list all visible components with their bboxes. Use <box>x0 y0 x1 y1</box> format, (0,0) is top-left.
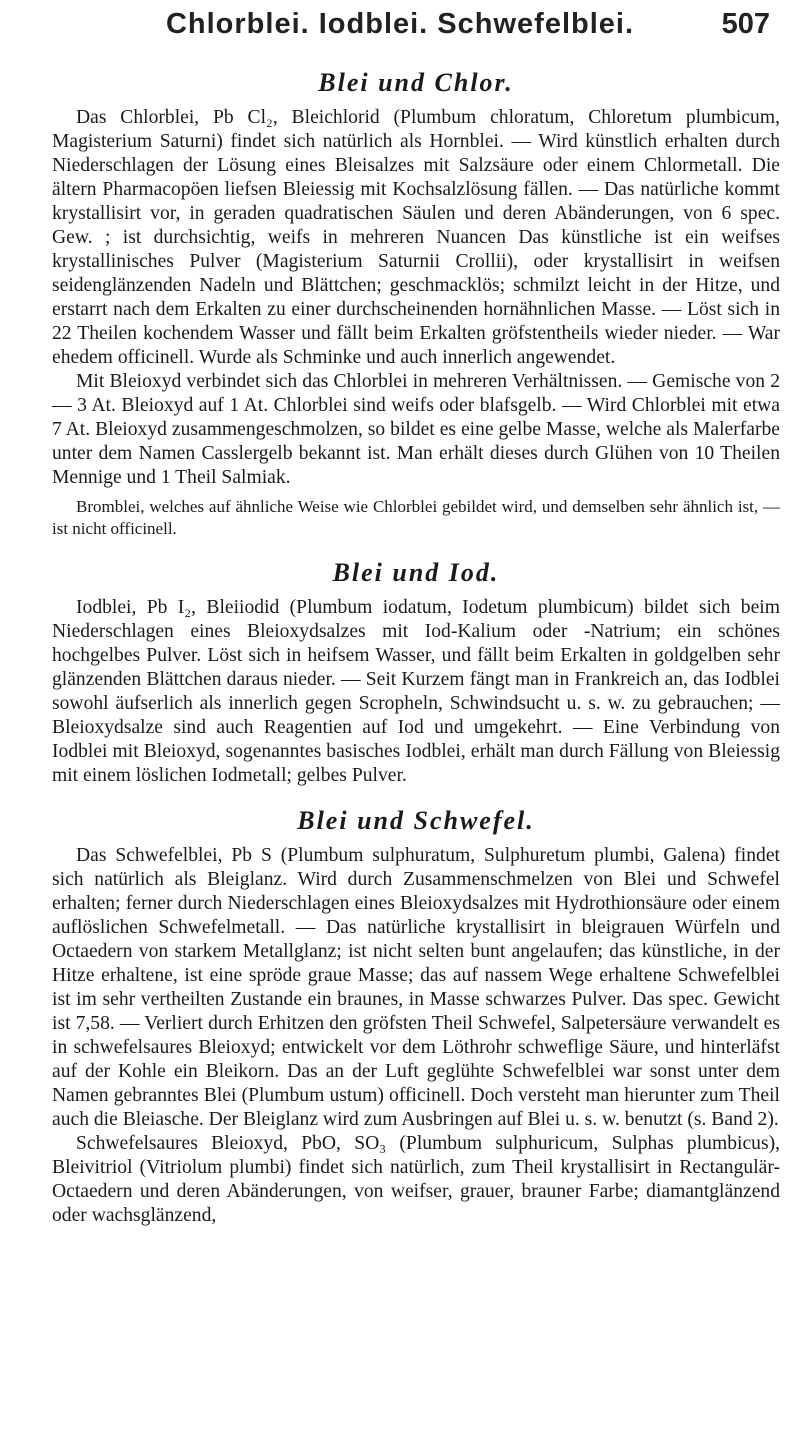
paragraph-bromblei: Bromblei, welches auf ähnliche Weise wie Chlorblei gebildet wird, und demselben sehr ähnlich ist, — ist nicht officinell. <box>52 497 780 538</box>
paragraph-iodblei: Iodblei, Pb I₂, Bleiiodid (Plumbum iodatum, Iodetum plumbicum) bildet sich beim Niederschlagen eines Bleioxydsalzes mit Iod-Kalium oder -Natrium; ein schönes hochgelbes Pulver. Löst sich in heifsem Wasser, und fällt beim Erkalten in goldgelben sehr glänzenden Blättchen daraus nieder. — Seit Kurzem fängt man in Frankreich an, das Iodblei sowohl äufserlich als innerlich gegen Scropheln, Schwindsucht u. s. w. zu gebrauchen; — Bleioxydsalze sind auch Reagentien auf Iod und umgekehrt. — Eine Verbindung von Iodblei mit Bleioxyd, sogenanntes basisches Iodblei, erhält man durch Fällung von Bleiessig mit einem löslichen Iodmetall; gelbes Pulver. <box>52 597 780 786</box>
running-title: Chlorblei. Iodblei. Schwefelblei. <box>165 8 635 40</box>
paragraph-chlorblei: Das Chlorblei, Pb Cl₂, Bleichlorid (Plumbum chloratum, Chloretum plumbicum, Magisterium Saturni) findet sich natürlich als Hornblei. — Wird künstlich erhalten durch Niederschlagen der Lösung eines Bleisalzes mit Salzsäure oder einem Chlormetall. Die ältern Pharmacopöen liefsen Bleiessig mit Kochsalzlösung fällen. — Das natürliche kommt krystallisirt vor, in geraden quadratischen Säulen und deren Abänderungen, von 6 spec. Gew. ; ist durchsichtig, weifs in mehreren Nuancen Das künstliche ist ein weifses krystallinisches Pulver (Magisterium Saturnii Crollii), oder krystallisirt in weifsen seidenglänzenden Nadeln und Blättchen; geschmacklös; schmilzt leicht in der Hitze, und erstarrt nach dem Erkalten zu einer durchscheinenden hornähnlichen Masse. — Löst sich in 22 Theilen kochendem Wasser und fällt beim Erkalten gröfstentheils wieder nieder. — War ehedem officinell. Wurde als Schminke und auch innerlich angewendet. <box>52 107 780 368</box>
running-head <box>30 8 770 44</box>
section-title-chlor: Blei und Chlor. <box>318 68 514 97</box>
paragraph-schwefelsaures-bleioxyd: Schwefelsaures Bleioxyd, PbO, SO₃ (Plumbum sulphuricum, Sulphas plumbicus), Bleivitriol (Vitriolum plumbi) findet sich natürlich, zum Theil krystallisirt in Rectangulär-Octaedern und deren Abänderungen, von weifser, grauer, brauner Farbe; diamantglänzend oder wachsglänzend, <box>52 1133 780 1226</box>
section-title-iod: Blei und Iod. <box>332 558 500 587</box>
paragraph-bleioxyd-chlorblei: Mit Bleioxyd verbindet sich das Chlorblei in mehreren Verhältnissen. — Gemische von 2 — 3 At. Bleioxyd auf 1 At. Chlorblei sind weifs oder blafsgelb. — Wird Chlorblei mit etwa 7 At. Bleioxyd zusammengeschmolzen, so bildet es eine gelbe Masse, welche als Malerfarbe unter dem Namen Casslergelb bekannt ist. Man erhält dieses durch Glühen von 10 Theilen Mennige und 1 Theil Salmiak. <box>52 371 780 488</box>
paragraph-schwefelblei: Das Schwefelblei, Pb S (Plumbum sulphuratum, Sulphuretum plumbi, Galena) findet sich natürlich als Bleiglanz. Wird durch Zusammenschmelzen von Blei und Schwefel erhalten; ferner durch Niederschlagen eines Bleioxydsalzes mit Hydrothionsäure oder einem auflöslichen Schwefelmetall. — Das natürliche krystallisirt in bleigrauen Würfeln und Octaedern von starkem Metallglanz; ist nicht selten bunt angelaufen; das künstliche, in der Hitze erhaltene, ist eine spröde graue Masse; das auf nassem Wege erhaltene Schwefelblei ist im sehr vertheilten Zustande ein braunes, in Masse schwarzes Pulver. Das spec. Gewicht ist 7,58. — Verliert durch Erhitzen den gröfsten Theil Schwefel, Salpetersäure verwandelt es in schwefelsaures Bleioxyd; entwickelt vor dem Löthrohr schweflige Säure, und hinterläfst auf der Kohle ein Bleikorn. Das an der Luft geglühte Schwefelblei war sonst unter dem Namen gebranntes Blei (Plumbum ustum) officinell. Doch versteht man hierunter zum Theil auch die Bleiasche. Der Bleiglanz wird zum Ausbringen auf Blei u. s. w. benutzt (s. Band 2). <box>52 845 780 1130</box>
page-number: 507 <box>721 8 770 40</box>
page-body <box>52 62 780 1228</box>
section-title-schwefel: Blei und Schwefel. <box>297 806 535 835</box>
